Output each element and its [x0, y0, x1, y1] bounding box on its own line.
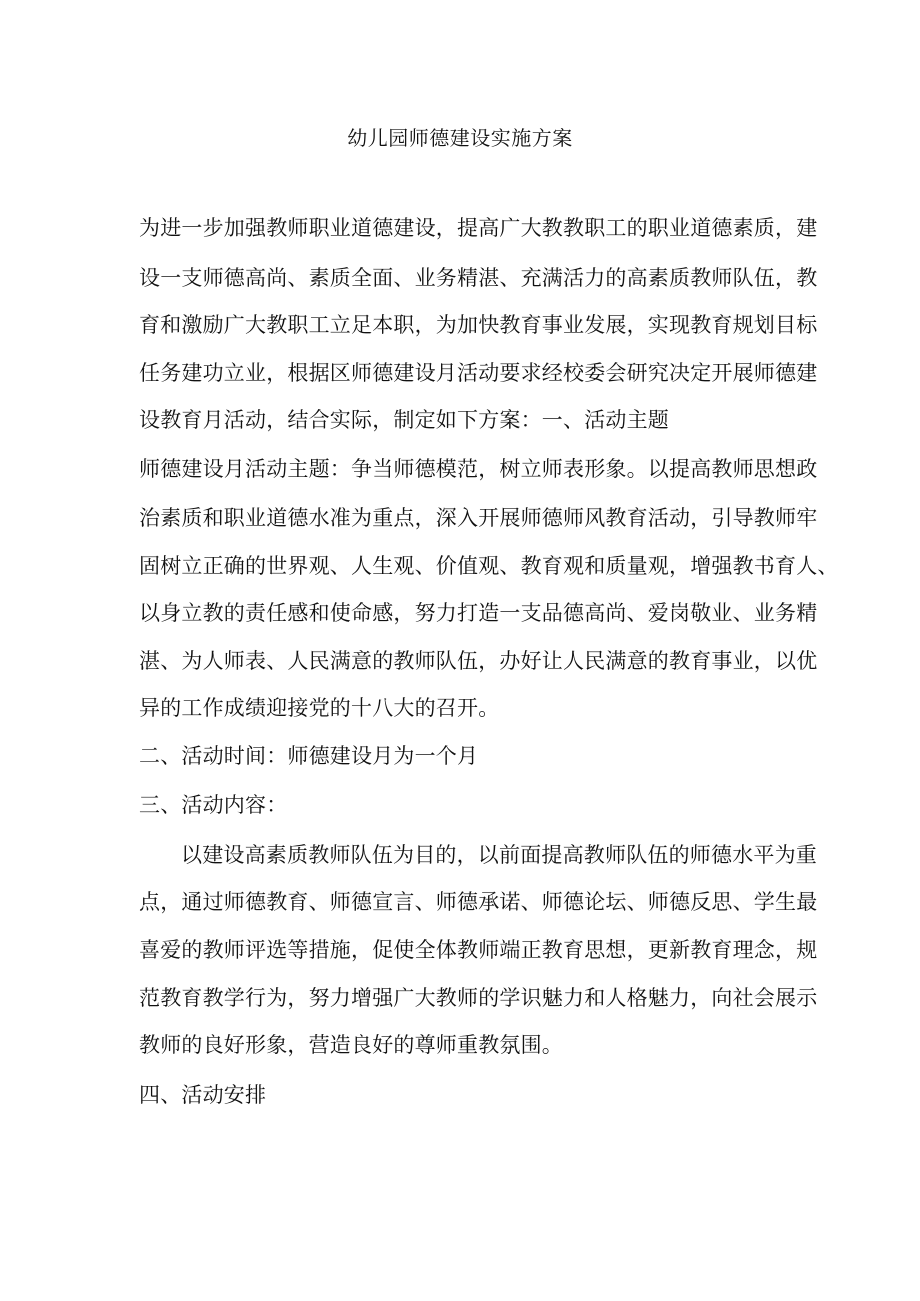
body-line: 以身立教的责任感和使命感，努力打造一支品德高尚、爱岗敬业、业务精 [139, 601, 818, 625]
body-line: 湛、为人师表、人民满意的教师队伍，办好让人民满意的教育事业，以优 [139, 649, 818, 673]
body-line: 异的工作成绩迎接党的十八大的召开。 [139, 696, 500, 720]
body-line: 喜爱的教师评选等措施，促使全体教师端正教育思想，更新教育理念，规 [139, 938, 818, 962]
body-line: 点，通过师德教育、师德宣言、师德承诺、师德论坛、师德反思、学生最 [139, 890, 818, 914]
document-title: 幼儿园师德建设实施方案 [347, 126, 573, 150]
section-heading: 三、活动内容： [139, 793, 288, 817]
body-line: 为进一步加强教师职业道德建设，提高广大教教职工的职业道德素质，建 [139, 216, 818, 240]
body-line: 治素质和职业道德水准为重点，深入开展师德师风教育活动，引导教师牢 [139, 506, 818, 530]
body-line: 固树立正确的世界观、人生观、价值观、教育观和质量观，增强教书育人、 [139, 554, 839, 578]
body-line: 育和激励广大教职工立足本职，为加快教育事业发展，实现教育规划目标 [139, 313, 818, 337]
body-line: 设教育月活动，结合实际，制定如下方案：一、活动主题 [139, 408, 669, 432]
body-line: 以建设高素质教师队伍为目的，以前面提高教师队伍的师德水平为重 [181, 843, 817, 867]
body-line: 师德建设月活动主题：争当师德模范，树立师表形象。以提高教师思想政 [139, 457, 818, 481]
body-line: 范教育教学行为，努力增强广大教师的学识魅力和人格魅力，向社会展示 [139, 986, 818, 1010]
body-line: 设一支师德高尚、素质全面、业务精湛、充满活力的高素质教师队伍，教 [139, 266, 818, 290]
body-line: 教师的良好形象，营造良好的尊师重教氛围。 [139, 1033, 563, 1057]
section-heading: 二、活动时间：师德建设月为一个月 [139, 744, 479, 768]
body-line: 任务建功立业，根据区师德建设月活动要求经校委会研究决定开展师德建 [139, 361, 818, 385]
section-heading: 四、活动安排 [139, 1083, 267, 1107]
